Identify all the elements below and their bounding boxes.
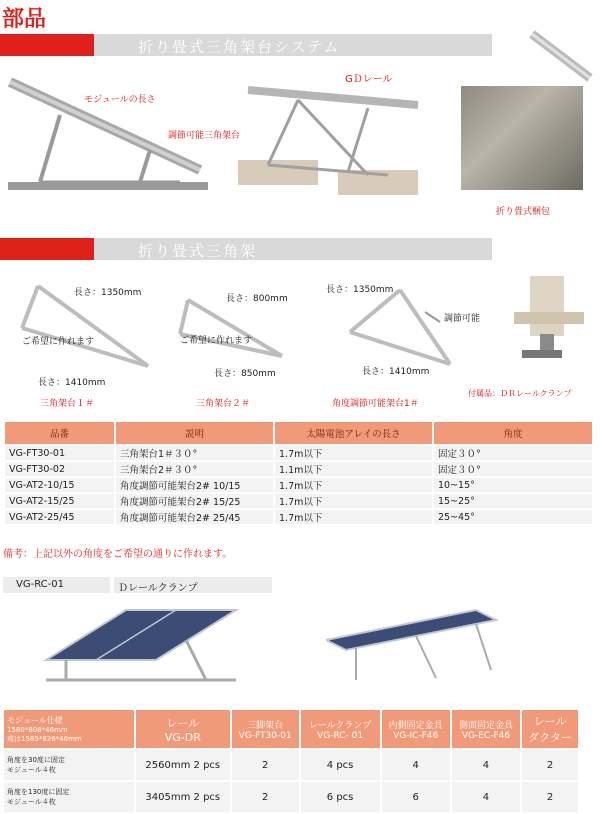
frame2-bottom-label: 長さ：850mm [214, 369, 276, 379]
header-side-clamp-code: VG-EC-F46 [461, 730, 511, 741]
row-label [4, 782, 134, 812]
module-spec-size1: 1580*808*46mm [7, 725, 68, 734]
components-header-row [4, 710, 578, 748]
frame1-top-label: 長さ：1350mm [74, 288, 142, 298]
header-rail [136, 710, 230, 748]
section2-title: 折り畳式三角架 [138, 242, 258, 260]
cell-code: VG-AT2-15/25 [5, 494, 114, 508]
row-label-line2: モジュール４枚 [7, 766, 56, 774]
cell-code: VG-AT2-25/45 [5, 510, 114, 524]
label-gd-rail: GＤレール [345, 74, 393, 85]
frame3-bottom-label: 長さ：1410mm [362, 367, 430, 377]
header-rail-code: VG-DR [164, 730, 201, 744]
cell-angle: 固定３０° [434, 446, 592, 460]
clamp-caption: 付属品：ＤＲレールクランプ [468, 389, 572, 398]
frame2-caption: 三角架台２＃ [196, 399, 251, 409]
header-rail-clamp-name: レールクランプ [308, 720, 372, 731]
module-spec-title: モジュール仕様 [7, 715, 63, 725]
clamp-code: VG-RC-01 [16, 579, 64, 590]
spec-header-angle: 角度 [434, 422, 592, 444]
cell-length: 1.7m以下 [275, 510, 432, 524]
header-tripod-code: VG-FT30-01 [238, 730, 292, 741]
label-folding-packing: 折り畳式梱包 [496, 207, 551, 217]
module-spec-header [4, 710, 134, 748]
frame2-mid-label: ご希望に作れます [180, 336, 253, 346]
header-rail-duct [522, 710, 578, 748]
cell-desc: 三角架台2＃３０° [116, 462, 273, 476]
spec-header-row [5, 422, 592, 444]
frame3-mid-label: 調節可能 [444, 314, 481, 324]
header-rail-clamp [301, 710, 380, 748]
cell-side-clamp: 4 [452, 750, 520, 780]
table-row [5, 446, 592, 460]
cell-inner-clamp: 6 [382, 782, 450, 812]
row-label-line1: 角度を30度に固定 [7, 756, 65, 764]
section2-bar [0, 238, 492, 260]
section2-red-block [0, 238, 94, 260]
clamp-name: Ｄレールクランプ [118, 583, 198, 594]
row-label-line1: 角度を130度に固定 [7, 788, 70, 796]
cell-rail-clamp: 4 pcs [301, 750, 380, 780]
table-row [4, 782, 578, 812]
cell-desc: 角度調節可能架台2# 25/45 [116, 510, 273, 524]
frame3-image [330, 282, 470, 372]
table-row [4, 750, 578, 780]
section1-red-block [0, 34, 94, 56]
header-rail-duct-code: ダクター [528, 731, 572, 744]
cell-angle: 10~15° [434, 478, 592, 492]
header-tripod-name: 三脚架台 [247, 720, 284, 731]
module-spec-size2: 或は1585*826*46mm [7, 734, 82, 743]
frame3-top-label: 長さ：1350mm [326, 285, 394, 295]
packing-photo [461, 86, 583, 190]
cell-tripod: 2 [232, 750, 299, 780]
cell-code: VG-AT2-10/15 [5, 478, 114, 492]
cell-tripod: 2 [232, 782, 299, 812]
cell-desc: 角度調節可能架台2# 10/15 [116, 478, 273, 492]
cell-rail-clamp: 6 pcs [301, 782, 380, 812]
rail-photo [524, 30, 594, 82]
label-module-length: モジュールの長さ [84, 95, 156, 105]
frame1-caption: 三角架台１＃ [40, 399, 95, 409]
section1-bar [0, 34, 492, 56]
header-tripod [232, 710, 299, 748]
row-label [4, 750, 134, 780]
label-adjustable-frame: 調節可能三角架台 [168, 131, 241, 141]
clamp-image [500, 272, 592, 372]
cell-rail-duct: 2 [522, 782, 578, 812]
cell-desc: 三角架台1＃３０° [116, 446, 273, 460]
spec-note: 備考：上記以外の角度をご希望の通りに作れます。 [3, 549, 233, 560]
components-table [2, 708, 580, 814]
table-row [5, 478, 592, 492]
cell-inner-clamp: 4 [382, 750, 450, 780]
solar-panel-image-right [326, 600, 506, 690]
cell-angle: 固定３０° [434, 462, 592, 476]
frame2-top-label: 長さ：800mm [226, 294, 288, 304]
cell-rail: 2560mm 2 pcs [136, 750, 230, 780]
header-inner-clamp [382, 710, 450, 748]
header-side-clamp [452, 710, 520, 748]
frame-on-blocks-image [238, 80, 428, 200]
cell-rail: 3405mm 2 pcs [136, 782, 230, 812]
header-side-clamp-name: 側面固定金具 [458, 720, 513, 731]
cell-length: 1.7m以下 [275, 494, 432, 508]
cell-side-clamp: 4 [452, 782, 520, 812]
header-rail-clamp-code: VG-RC- 01 [317, 730, 364, 741]
cell-length: 1.7m以下 [275, 478, 432, 492]
table-row [5, 494, 592, 508]
page-title: 部品 [2, 7, 47, 32]
frame1-mid-label: ご希望に作れます [22, 337, 95, 347]
cell-desc: 角度調節可能架台2# 15/25 [116, 494, 273, 508]
cell-code: VG-FT30-01 [5, 446, 114, 460]
spec-table [3, 420, 594, 526]
solar-panel-image-left [36, 600, 246, 690]
cell-code: VG-FT30-02 [5, 462, 114, 476]
table-row [5, 510, 592, 524]
row-label-line2: モジュール４枚 [7, 798, 56, 806]
header-rail-duct-name: レール [533, 715, 567, 728]
spec-header-code: 品番 [5, 422, 114, 444]
frame3-caption: 角度調節可能架台1＃ [332, 399, 419, 409]
section1-title: 折り畳式三角架台システム [138, 38, 341, 56]
cell-angle: 25~45° [434, 510, 592, 524]
header-rail-name: レール [166, 716, 200, 730]
frame1-bottom-label: 長さ：1410mm [38, 378, 106, 388]
header-inner-clamp-code: VG-IC-F46 [393, 730, 439, 741]
cell-angle: 15~25° [434, 494, 592, 508]
header-inner-clamp-name: 内側固定金具 [388, 720, 443, 731]
table-row [5, 462, 592, 476]
spec-header-desc: 説明 [116, 422, 273, 444]
cell-length: 1.1m以下 [275, 462, 432, 476]
spec-header-length: 太陽電池アレイの長さ [275, 422, 432, 444]
cell-rail-duct: 2 [522, 750, 578, 780]
cell-length: 1.7m以下 [275, 446, 432, 460]
